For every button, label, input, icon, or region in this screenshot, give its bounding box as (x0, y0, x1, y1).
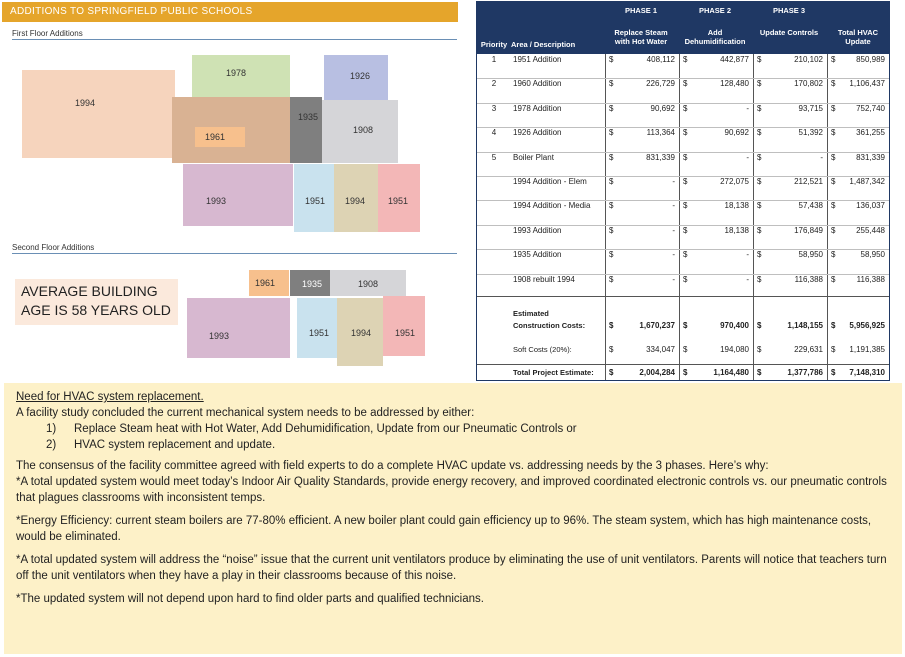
dollar: $ (609, 345, 614, 354)
dollar: $ (683, 103, 688, 113)
row-priority: 3 (491, 103, 497, 113)
dollar: $ (683, 345, 688, 354)
row-phase-3: 176,849 (794, 225, 823, 235)
project-total: 7,148,310 (849, 368, 885, 377)
row-phase-3: 58,950 (798, 250, 823, 260)
label2-1951-a: 1951 (309, 328, 330, 338)
project-p2: 1,164,480 (713, 368, 749, 377)
dollar: $ (757, 177, 762, 186)
phase-1-header: PHASE 1 (624, 6, 658, 15)
first-floor-rule (12, 39, 457, 40)
dollar: $ (609, 103, 614, 113)
dollar: $ (831, 201, 836, 211)
project-p1: 2,004,284 (639, 368, 675, 377)
row-phase-1: - (672, 274, 675, 284)
dollar: $ (683, 128, 688, 138)
dollar: $ (683, 250, 688, 260)
row-total: 831,339 (856, 152, 885, 162)
row-phase-1: 90,692 (650, 103, 675, 113)
dollar: $ (609, 79, 614, 89)
first-floor-heading: First Floor Additions (12, 29, 83, 38)
second-floor-rule (12, 253, 457, 254)
row-phase-1: - (672, 201, 675, 211)
row-priority: 4 (491, 128, 497, 138)
option-number: 1) (46, 423, 57, 435)
dollar: $ (831, 250, 836, 260)
row-phase-2: 272,075 (720, 177, 749, 186)
row-phase-2: - (746, 152, 749, 162)
row-phase-3: 212,521 (794, 177, 823, 186)
row-total: 116,388 (856, 274, 885, 284)
row-total: 1,106,437 (849, 79, 885, 89)
phase-3-header: PHASE 3 (772, 6, 806, 15)
average-age-note: AVERAGE BUILDING AGE IS 58 YEARS OLD (15, 279, 178, 325)
label2-1935: 1935 (302, 279, 323, 289)
dollar: $ (609, 55, 614, 64)
row-priority: 1 (491, 55, 497, 64)
dollar: $ (609, 128, 614, 138)
dollar: $ (683, 225, 688, 235)
dollar: $ (757, 321, 762, 330)
dollar: $ (683, 321, 688, 330)
dollar: $ (831, 55, 836, 64)
dollar: $ (757, 55, 762, 64)
row-area: 1994 Addition - Media (513, 201, 591, 211)
label-1951-a: 1951 (305, 196, 326, 206)
phase-2-col-header: Add Dehumidification (684, 28, 746, 46)
soft-total: 1,191,385 (849, 345, 885, 354)
phase-3-col-header: Update Controls (759, 28, 819, 37)
second-floor-heading: Second Floor Additions (12, 243, 95, 252)
dollar: $ (683, 177, 688, 186)
row-phase-1: 226,729 (646, 79, 675, 89)
label2-1951-b: 1951 (395, 328, 416, 338)
construction-p2: 970,400 (720, 321, 749, 330)
row-phase-2: 18,138 (724, 225, 749, 235)
row-area: Boiler Plant (513, 152, 554, 162)
construction-label-1: Estimated (513, 309, 549, 318)
row-area: 1978 Addition (513, 103, 562, 113)
notes-consensus: The consensus of the facility committee agreed with field experts to do a complete HVAC update vs. addressing needs by the 3 phases. Here’s why: (16, 460, 769, 472)
phase-2-header: PHASE 2 (698, 6, 732, 15)
dollar: $ (831, 128, 836, 138)
row-phase-1: 113,364 (646, 128, 675, 138)
dollar: $ (831, 79, 836, 89)
construction-p1: 1,670,237 (639, 321, 675, 330)
dollar: $ (831, 274, 836, 284)
dollar: $ (757, 152, 762, 162)
row-priority: 2 (491, 79, 497, 89)
row-phase-2: - (746, 250, 749, 260)
row-area: 1960 Addition (513, 79, 562, 89)
row-total: 136,037 (856, 201, 885, 211)
label-1994: 1994 (75, 98, 96, 108)
row-total: 1,487,342 (849, 177, 885, 186)
project-divider (477, 364, 889, 365)
row-area: 1993 Addition (513, 225, 562, 235)
construction-total: 5,956,925 (849, 321, 885, 330)
block-1935 (290, 97, 322, 163)
row-phase-2: 90,692 (724, 128, 749, 138)
row-total: 58,950 (860, 250, 885, 260)
project-label: Total Project Estimate: (513, 368, 594, 377)
dollar: $ (831, 225, 836, 235)
dollar: $ (683, 55, 688, 64)
area-col-header: Area / Description (511, 40, 576, 49)
hvac-cost-table (476, 1, 890, 381)
row-phase-1: 831,339 (646, 152, 675, 162)
row-phase-3: 210,102 (794, 55, 823, 64)
dollar: $ (609, 177, 614, 186)
construction-label-2: Construction Costs: (513, 321, 586, 330)
table-header (477, 2, 889, 54)
row-area: 1908 rebuilt 1994 (513, 274, 575, 284)
dollar: $ (683, 201, 688, 211)
dollar: $ (609, 274, 614, 284)
dollar: $ (683, 79, 688, 89)
soft-p3: 229,631 (794, 345, 823, 354)
row-total: 361,255 (856, 128, 885, 138)
row-area: 1994 Addition - Elem (513, 177, 587, 186)
row-phase-2: 18,138 (724, 201, 749, 211)
dollar: $ (757, 345, 762, 354)
soft-p2: 194,080 (720, 345, 749, 354)
notes-point: *Energy Efficiency: current steam boilers are 77-80% efficient. A new boiler plant could gain efficiency up to 96%. The steam system, which has high maintenance costs, would be eliminated. (16, 515, 872, 543)
construction-p3: 1,148,155 (787, 321, 823, 330)
label-1993: 1993 (206, 196, 227, 206)
dollar: $ (757, 103, 762, 113)
dollar: $ (609, 250, 614, 260)
row-priority: 5 (491, 152, 497, 162)
dollar: $ (831, 368, 836, 377)
row-phase-2: - (746, 274, 749, 284)
dollar: $ (757, 79, 762, 89)
label-1935: 1935 (298, 112, 319, 122)
label2-1994: 1994 (351, 328, 372, 338)
option-text: Replace Steam heat with Hot Water, Add Dehumidification, Update from our Pneumatic Controls or (74, 423, 577, 435)
row-phase-2: - (746, 103, 749, 113)
block-1994 (22, 70, 175, 158)
label2-1908: 1908 (358, 279, 379, 289)
dollar: $ (831, 345, 836, 354)
row-phase-1: - (672, 250, 675, 260)
label2-1961: 1961 (255, 278, 276, 288)
dollar: $ (757, 368, 762, 377)
dollar: $ (757, 250, 762, 260)
notes-point: *A total updated system will address the “noise” issue that the current unit ventilators produce by eliminating the use of unit ventilators. Parents will notice that teachers turn off the unit ventilators when they have a play in their classrooms because of this noise. (16, 554, 887, 582)
dollar: $ (609, 201, 614, 211)
dollar: $ (831, 321, 836, 330)
block2-1993 (187, 298, 290, 358)
label-1994-b: 1994 (345, 196, 366, 206)
option-number: 2) (46, 439, 57, 451)
dollar: $ (757, 128, 762, 138)
row-phase-3: 51,392 (798, 128, 823, 138)
hvac-notes (4, 383, 902, 654)
label-1978: 1978 (226, 68, 247, 78)
row-area: 1935 Addition (513, 250, 562, 260)
row-total: 850,989 (856, 55, 885, 64)
row-area: 1926 Addition (513, 128, 562, 138)
notes-heading: Need for HVAC system replacement. (16, 391, 204, 403)
label-1951-b: 1951 (388, 196, 409, 206)
dollar: $ (683, 368, 688, 377)
notes-option (16, 421, 890, 437)
label-1961: 1961 (205, 132, 226, 142)
dollar: $ (757, 201, 762, 211)
dollar: $ (683, 274, 688, 284)
row-total: 752,740 (856, 103, 885, 113)
dollar: $ (609, 368, 614, 377)
plan-title: ADDITIONS TO SPRINGFIELD PUBLIC SCHOOLS (2, 2, 458, 22)
notes-intro: A facility study concluded the current mechanical system needs to be addressed by either: (16, 407, 475, 419)
label-1908: 1908 (353, 125, 374, 135)
row-phase-3: - (820, 152, 823, 162)
dollar: $ (757, 274, 762, 284)
notes-point: *The updated system will not depend upon hard to find older parts and qualified technicians. (16, 593, 484, 605)
row-phase-1: - (672, 225, 675, 235)
label2-1993: 1993 (209, 331, 230, 341)
totals-divider (477, 296, 889, 297)
row-phase-3: 170,802 (794, 79, 823, 89)
dollar: $ (683, 152, 688, 162)
dollar: $ (831, 103, 836, 113)
row-phase-3: 93,715 (798, 103, 823, 113)
dollar: $ (609, 225, 614, 235)
dollar: $ (609, 321, 614, 330)
notes-point: *A total updated system would meet today’s Indoor Air Quality Standards, provide energy recovery, and improved coordinated electronic controls vs. our pneumatic controls that plagues classrooms with inconsistent temps. (16, 476, 887, 504)
row-total: 255,448 (856, 225, 885, 235)
row-phase-3: 116,388 (794, 274, 823, 284)
soft-label: Soft Costs (20%): (513, 345, 572, 354)
dollar: $ (609, 152, 614, 162)
notes-option (16, 437, 890, 453)
block-1993 (183, 164, 293, 226)
option-text: HVAC system replacement and update. (74, 439, 276, 451)
dollar: $ (757, 225, 762, 235)
block2-1951-b (383, 296, 425, 356)
project-p3: 1,377,786 (787, 368, 823, 377)
dollar: $ (831, 152, 836, 162)
row-area: 1951 Addition (513, 55, 562, 64)
total-col-header: Total HVAC Update (837, 28, 879, 46)
row-phase-3: 57,438 (798, 201, 823, 211)
row-phase-1: - (672, 177, 675, 186)
row-phase-1: 408,112 (646, 55, 675, 64)
priority-col-header: Priority (480, 40, 508, 49)
dollar: $ (831, 177, 836, 186)
phase-1-col-header: Replace Steam with Hot Water (614, 28, 668, 46)
row-phase-2: 442,877 (720, 55, 749, 64)
label-1926: 1926 (350, 71, 371, 81)
row-phase-2: 128,480 (720, 79, 749, 89)
soft-p1: 334,047 (646, 345, 675, 354)
